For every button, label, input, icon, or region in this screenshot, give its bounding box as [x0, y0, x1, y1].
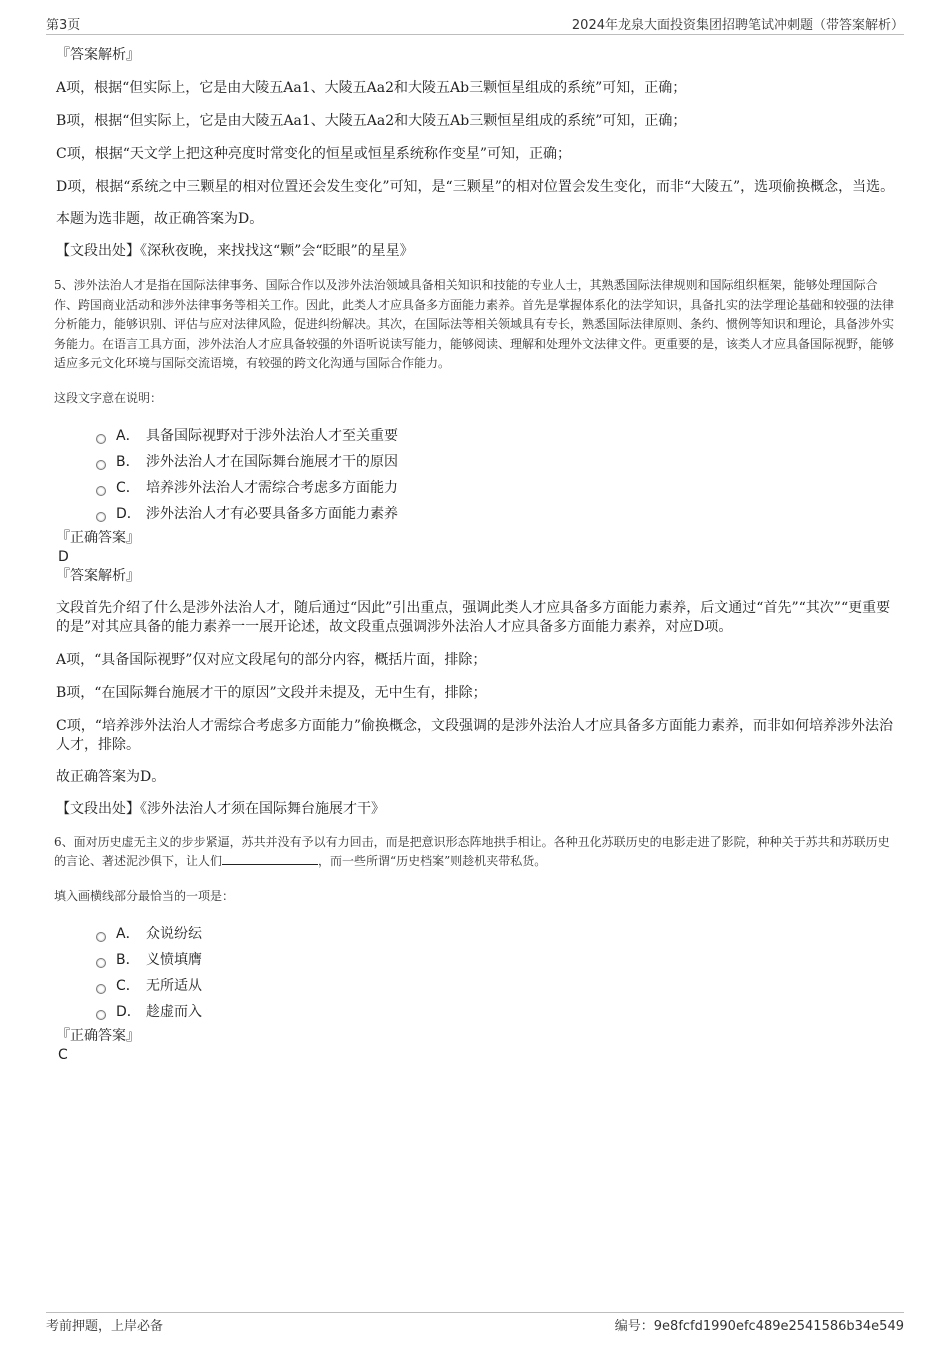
source-title: 《涉外法治人才须在国际舞台施展才干》 — [140, 800, 385, 817]
option-b[interactable]: B． 义愤填膺 — [96, 947, 896, 973]
option-b[interactable]: B． 涉外法治人才在国际舞台施展才干的原因 — [96, 449, 896, 475]
analysis-paragraph: C项，根据“天文学上把这种亮度时常变化的恒星或恒星系统称作变星”可知，正确； — [56, 146, 572, 162]
page-number: 第3页 — [46, 18, 81, 33]
question-5-text: 5、涉外法治人才是指在国际法律事务、国际合作以及涉外法治领域具备相关知识和技能的专业人士，其熟悉国际法律规则和国际组织框架，能够处理国际合作、跨国商业活动和涉外法律事务等相关工作。因此，此类人才应具备多方面能力素养。首先是掌握体系化的法学知识，具备扎实的法学理论基础和较强的法律分析能力，能够识别、评估与应对法律风险，促进纠纷解决。其次，在国际法等相关领域具有专长，熟悉国际法律原则、条约、惯例等知识和理论，具备涉外实务能力。在语言工具方面，涉外法治人才应具备较强的外语听说读写能力，能够阅读、理解和处理外文法律文件。更重要的是，该类人才应具备国际视野，能够适应多元文化环境与国际交流语境，有较强的跨文化沟通与国际合作能力。 — [54, 278, 895, 370]
option-d[interactable]: D． 趁虚而入 — [96, 999, 896, 1025]
radio-icon[interactable] — [96, 984, 106, 994]
option-a[interactable]: A． 众说纷纭 — [96, 921, 896, 947]
document-body — [56, 46, 896, 1064]
option-a[interactable]: A． 具备国际视野对于涉外法治人才至关重要 — [96, 423, 896, 449]
document-code: 编号：9e8fcfd1990efc489e2541586b34e549 — [614, 1319, 904, 1334]
document-title: 2024年龙泉大面投资集团招聘笔试冲刺题（带答案解析） — [571, 18, 904, 33]
question-6-prompt: 填入画横线部分最恰当的一项是： — [54, 888, 235, 903]
radio-icon[interactable] — [96, 434, 106, 444]
analysis-paragraph: A项，“具备国际视野”仅对应文段尾句的部分内容，概括片面，排除； — [56, 651, 487, 668]
source-label: 【文段出处】 — [56, 243, 140, 259]
question-5-options — [96, 423, 896, 527]
page-footer — [46, 1312, 904, 1333]
analysis-paragraph: B项，“在国际舞台施展才干的原因”文段并未提及，无中生有，排除； — [56, 684, 487, 701]
radio-icon[interactable] — [96, 1010, 106, 1020]
correct-answer: C — [58, 1046, 68, 1063]
source-title: 《深秋夜晚，来找找这“颗”会“眨眼”的星星》 — [140, 243, 414, 259]
analysis-conclusion: 本题为选非题，故正确答案为D。 — [56, 211, 264, 227]
source-label: 【文段出处】 — [56, 800, 140, 817]
footer-slogan: 考前押题，上岸必备 — [46, 1319, 164, 1334]
option-c[interactable]: C． 培养涉外法治人才需综合考虑多方面能力 — [96, 475, 896, 501]
analysis-paragraph: D项，根据“系统之中三颗星的相对位置还会发生变化”可知，是“三颗星”的相对位置会发生变化，而非“大陵五”，选项偷换概念，当选。 — [56, 179, 895, 195]
page-header — [46, 14, 904, 35]
analysis-conclusion: 故正确答案为D。 — [56, 768, 166, 785]
analysis-paragraph: A项，根据“但实际上，它是由大陵五Aa1、大陵五Aa2和大陵五Ab三颗恒星组成的系统”可知，正确； — [56, 80, 687, 96]
correct-answer-label: 『正确答案』 — [56, 529, 140, 546]
analysis-paragraph: C项，“培养涉外法治人才需综合考虑多方面能力”偷换概念，文段强调的是涉外法治人才应具备多方面能力素养，而非如何培养涉外法治人才，排除。 — [56, 717, 894, 753]
answer-analysis-label: 『答案解析』 — [56, 47, 140, 63]
source-citation — [56, 242, 896, 261]
radio-icon[interactable] — [96, 512, 106, 522]
option-d[interactable]: D． 涉外法治人才有必要具备多方面能力素养 — [96, 501, 896, 527]
option-c[interactable]: C． 无所适从 — [96, 973, 896, 999]
analysis-paragraph: 文段首先介绍了什么是涉外法治人才，随后通过“因此”引出重点，强调此类人才应具备多方面能力素养，后文通过“首先”“其次”“更重要的是”对其应具备的能力素养一一展开论述，故文段重点强调涉外法治人才应具备多方面能力素养，对应D项。 — [56, 599, 891, 635]
question-6-options — [96, 921, 896, 1025]
question-5-prompt: 这段文字意在说明： — [54, 390, 163, 405]
radio-icon[interactable] — [96, 460, 106, 470]
fill-in-blank — [222, 852, 318, 865]
radio-icon[interactable] — [96, 932, 106, 942]
correct-answer-label: 『正确答案』 — [56, 1027, 140, 1044]
source-citation — [56, 800, 896, 819]
question-6-text: 6、面对历史虚无主义的步步紧逼，苏共并没有予以有力回击，而是把意识形态阵地拱手相让。各种丑化苏联历史的电影走进了影院，种种关于苏共和苏联历史的言论、著述泥沙俱下，让人们 ，而一些所谓“历史档案”则趁机夹带私货。 — [54, 834, 890, 868]
radio-icon[interactable] — [96, 486, 106, 496]
radio-icon[interactable] — [96, 958, 106, 968]
analysis-paragraph: B项，根据“但实际上，它是由大陵五Aa1、大陵五Aa2和大陵五Ab三颗恒星组成的系统”可知，正确； — [56, 113, 687, 129]
correct-answer: D — [58, 548, 69, 565]
answer-analysis-label: 『答案解析』 — [56, 567, 140, 584]
